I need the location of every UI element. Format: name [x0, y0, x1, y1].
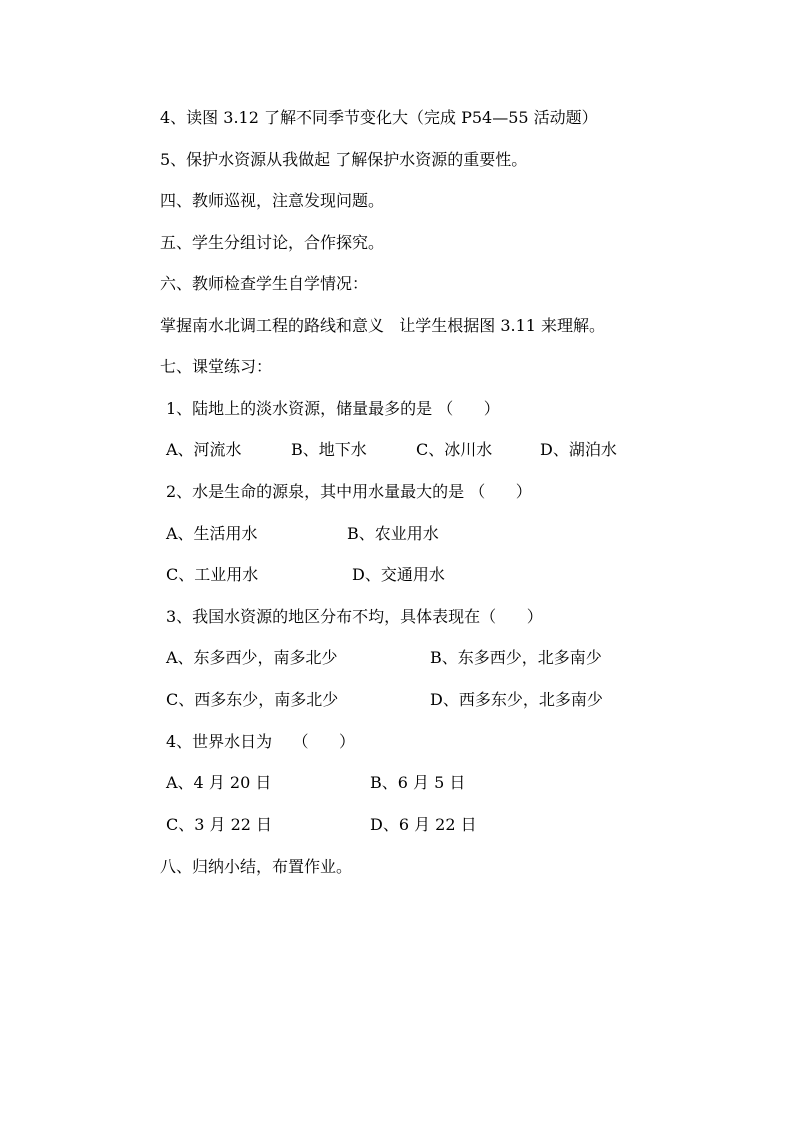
question-stem: 3、我国水资源的地区分布不均，具体表现在（ ） [166, 607, 543, 626]
option-d: D、交通用水 [352, 565, 445, 584]
option-a: A、东多西少，南多北少 [166, 648, 338, 667]
option-b: B、地下水 [291, 440, 367, 459]
option-d: D、西多东少，北多南少 [430, 690, 603, 709]
option-a: A、生活用水 [166, 524, 258, 543]
option-a: A、河流水 [166, 440, 242, 459]
question-stem: 1、陆地上的淡水资源，储量最多的是 （ ） [166, 399, 500, 418]
option-b: B、农业用水 [347, 524, 439, 543]
section-heading: 四、教师巡视，注意发现问题。 [160, 191, 385, 210]
section-heading: 八、归纳小结，布置作业。 [160, 857, 353, 876]
text-line: 5、保护水资源从我做起 了解保护水资源的重要性。 [160, 150, 528, 169]
section-heading: 五、学生分组讨论，合作探究。 [160, 233, 385, 252]
option-d: D、湖泊水 [540, 440, 617, 459]
option-c: C、西多东少，南多北少 [166, 690, 339, 709]
section-heading: 七、课堂练习： [160, 357, 273, 376]
option-b: B、6 月 5 日 [370, 773, 466, 792]
option-a: A、4 月 20 日 [166, 773, 272, 792]
option-c: C、工业用水 [166, 565, 259, 584]
section-heading: 六、教师检查学生自学情况： [160, 274, 369, 293]
question-stem: 4、世界水日为 （ ） [166, 732, 356, 751]
option-c: C、冰川水 [416, 440, 493, 459]
question-stem: 2、水是生命的源泉，其中用水量最大的是 （ ） [166, 482, 532, 501]
text-line: 4、读图 3.12 了解不同季节变化大（完成 P54—55 活动题） [160, 108, 598, 127]
text-line: 掌握南水北调工程的路线和意义 让学生根据图 3.11 来理解。 [160, 316, 606, 335]
option-b: B、东多西少，北多南少 [430, 648, 602, 667]
option-d: D、6 月 22 日 [370, 815, 477, 834]
option-c: C、3 月 22 日 [166, 815, 273, 834]
